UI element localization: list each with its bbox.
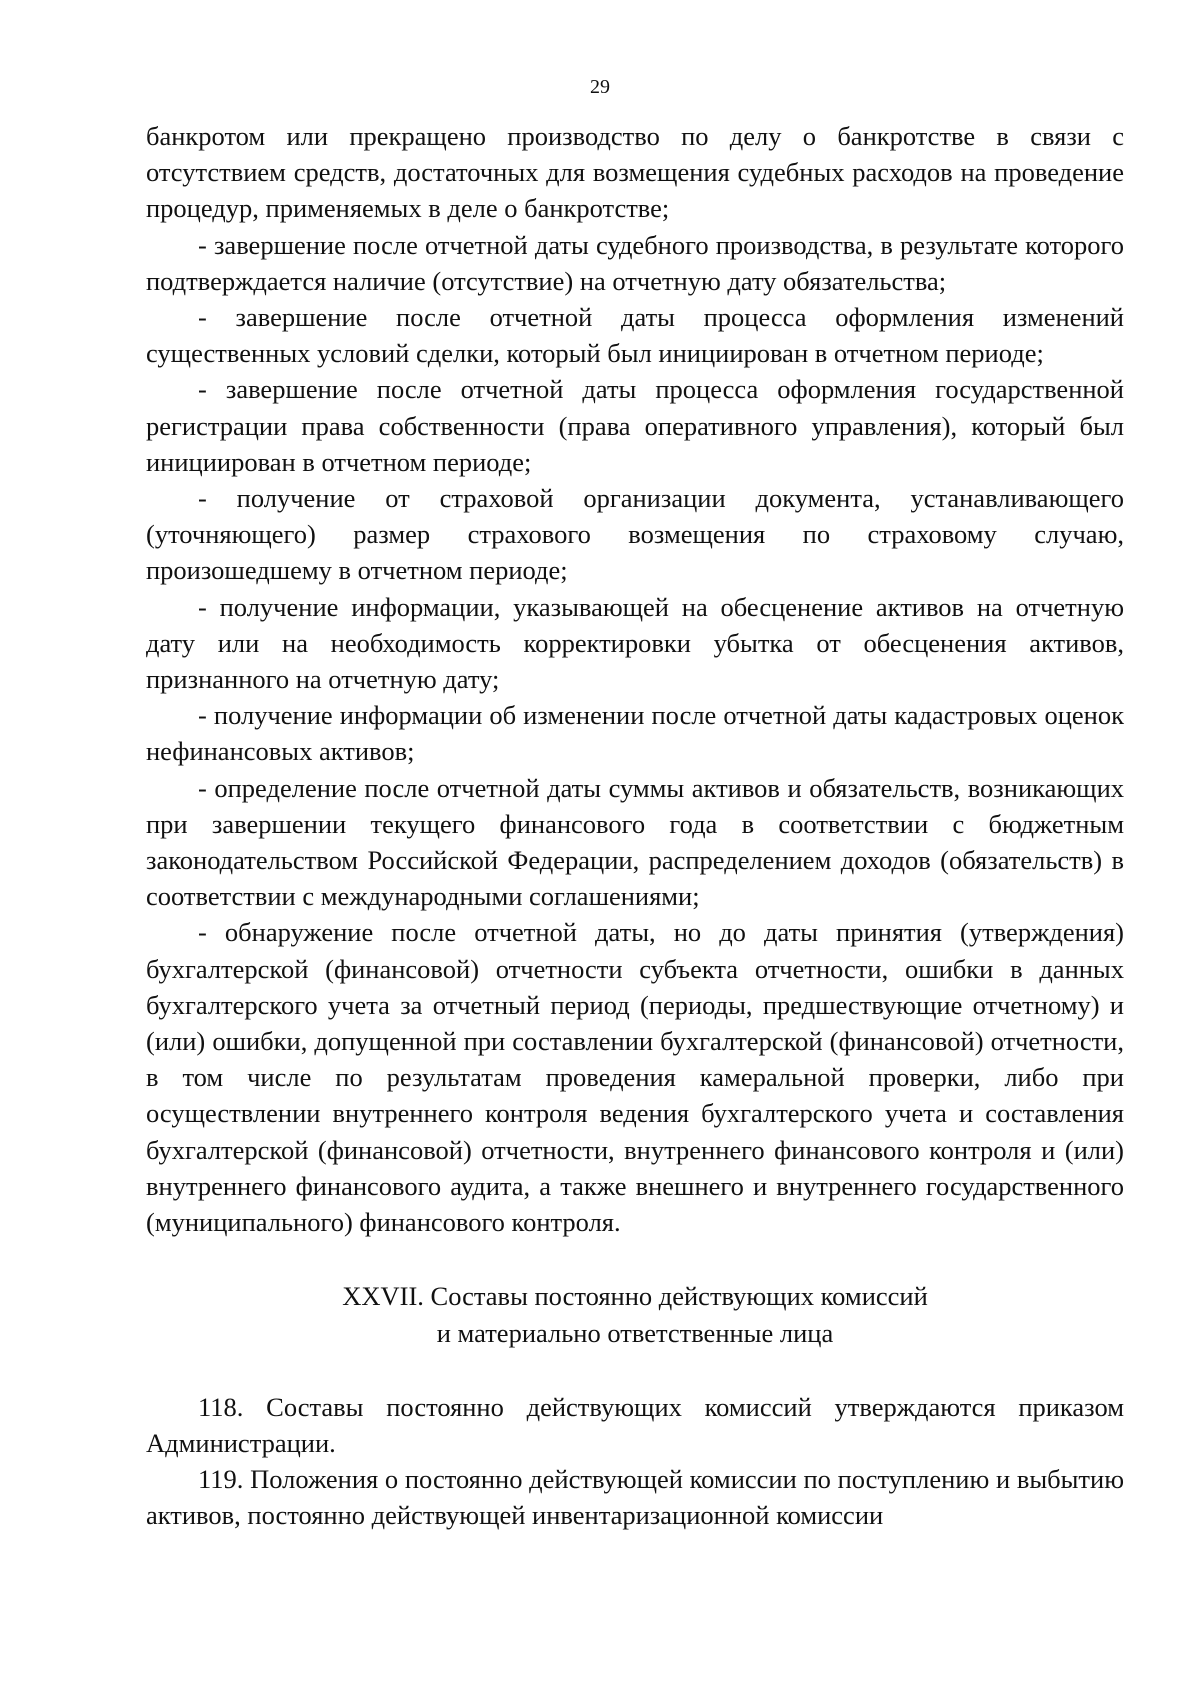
document-body	[146, 118, 1124, 1534]
paragraph: 119. Положения о постоянно действующей комиссии по поступлению и выбытию активов, постоянно действующей инвентаризационной комиссии	[146, 1464, 1124, 1531]
paragraph: - обнаружение после отчетной даты, но до даты принятия (утверждения) бухгалтерской (финансовой) отчетности субъекта отчетности, ошибки в данных бухгалтерского учета за отчетный период (периоды, предшествующие отчетному) и (или) ошибки, допущенной при составлении бухгалтерской (финансовой) отчетности, в том числе по результатам проведения камеральной проверки, либо при осуществлении внутреннего контроля ведения бухгалтерского учета и составления бухгалтерской (финансовой) отчетности, внутреннего финансового контроля и (или) внутреннего финансового аудита, а также внешнего и внутреннего государственного (муниципального) финансового контроля.	[146, 917, 1124, 1238]
section-heading-line-2: и материально ответственные лица	[436, 1317, 834, 1348]
paragraph: банкротом или прекращено производство по делу о банкротстве в связи с отсутствием средств, достаточных для возмещения судебных расходов на проведение процедур, применяемых в деле о банкротстве;	[146, 121, 1124, 224]
section-heading-line-1: XXVII. Составы постоянно действующих комиссий	[342, 1281, 928, 1312]
section-heading	[146, 1278, 1124, 1350]
paragraph: - завершение после отчетной даты судебного производства, в результате которого подтверждается наличие (отсутствие) на отчетную дату обязательства;	[146, 229, 1124, 296]
paragraph: - определение после отчетной даты суммы активов и обязательств, возникающих при завершении текущего финансового года в соответствии с бюджетным законодательством Российской Федерации, распределением доходов (обязательств) в соответствии с международными соглашениями;	[146, 772, 1124, 912]
page-number: 29	[590, 76, 610, 98]
paragraph: - завершение после отчетной даты процесса оформления изменений существенных условий сделки, который был инициирован в отчетном периоде;	[146, 302, 1124, 369]
paragraph: - получение информации об изменении после отчетной даты кадастровых оценок нефинансовых активов;	[146, 700, 1124, 767]
paragraph: - получение от страховой организации документа, устанавливающего (уточняющего) размер страхового возмещения по страховому случаю, произошедшему в отчетном периоде;	[146, 483, 1124, 586]
paragraphs-bottom	[146, 1389, 1124, 1534]
paragraphs-top	[146, 118, 1124, 1240]
paragraph: - получение информации, указывающей на обесценение активов на отчетную дату или на необходимость корректировки убытка от обесценения активов, признанного на отчетную дату;	[146, 591, 1124, 695]
paragraph: 118. Составы постоянно действующих комиссий утверждаются приказом Администрации.	[146, 1391, 1124, 1458]
paragraph: - завершение после отчетной даты процесса оформления государственной регистрации права собственности (права оперативного управления), который был инициирован в отчетном периоде;	[146, 374, 1124, 477]
